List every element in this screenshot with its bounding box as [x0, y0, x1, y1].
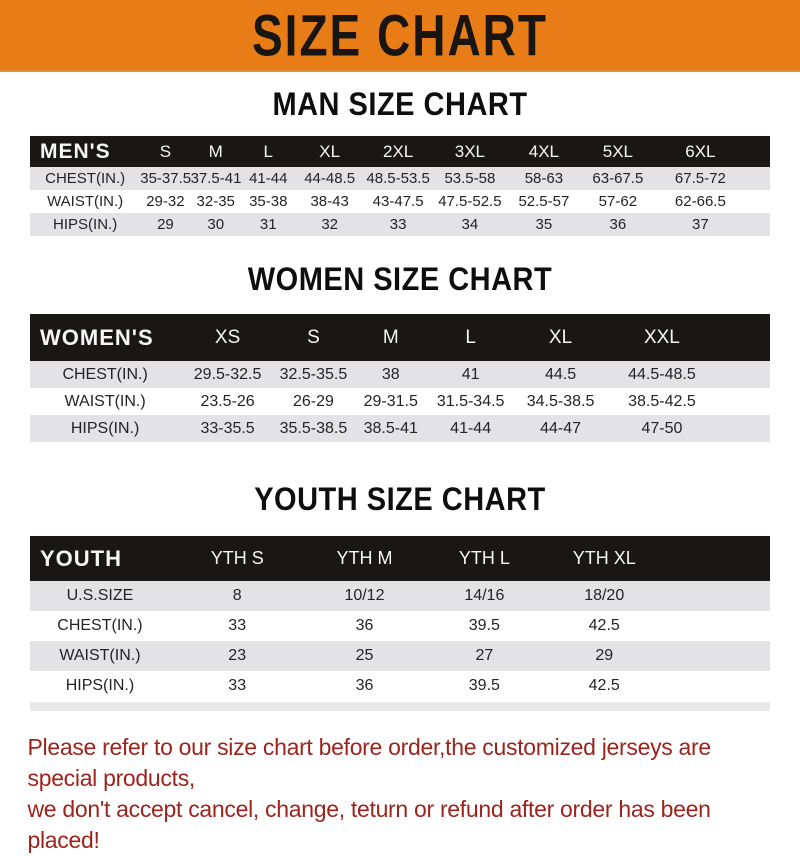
size-column-header: M — [208, 141, 223, 161]
measurement-value: 47-50 — [641, 419, 683, 437]
disclaimer-line-2: we don't accept cancel, change, teturn or refund after order has been placed! — [27, 796, 711, 853]
measurement-value: 33 — [228, 617, 247, 634]
measurement-value: 33 — [389, 216, 407, 233]
measurement-value: 32.5-35.5 — [279, 365, 348, 383]
measurement-value: 36 — [355, 617, 374, 634]
row-label: WAIST(IN.) — [47, 193, 124, 210]
row-label: HIPS(IN.) — [53, 216, 118, 233]
measurement-value: 29 — [595, 647, 614, 664]
size-column-header: YTH S — [210, 548, 264, 568]
measurement-value: 41-44 — [450, 419, 492, 437]
size-column-header: L — [465, 326, 476, 348]
measurement-value: 38.5-41 — [363, 419, 418, 437]
measurement-value: 53.5-58 — [444, 170, 496, 187]
measurement-value: 35 — [535, 216, 553, 233]
men-size-table — [30, 136, 770, 236]
measurement-value: 35-38 — [249, 193, 288, 210]
spacer-cell — [664, 611, 770, 641]
measurement-value: 25 — [355, 647, 374, 664]
man-size-chart-heading: MAN SIZE CHART — [272, 87, 528, 123]
row-label: WAIST(IN.) — [64, 392, 146, 410]
table-row — [30, 581, 770, 611]
measurement-value: 38-43 — [310, 193, 349, 210]
size-column-header: XL — [548, 326, 573, 348]
table-title-cell: YOUTH — [40, 545, 122, 571]
measurement-value: 36 — [609, 216, 627, 233]
measurement-value: 35-37.5 — [140, 170, 192, 187]
spacer-cell — [714, 314, 770, 361]
measurement-value: 58-63 — [524, 170, 564, 187]
size-column-header: L — [263, 141, 273, 161]
table-row — [30, 361, 770, 388]
measurement-value: 10/12 — [344, 587, 385, 604]
row-label: HIPS(IN.) — [65, 677, 135, 694]
spacer-cell — [664, 641, 770, 671]
measurement-value: 30 — [207, 216, 225, 233]
order-disclaimer — [28, 732, 773, 856]
youth-size-table — [30, 536, 770, 701]
spacer-cell — [714, 415, 770, 442]
table-header-row — [30, 536, 770, 581]
women-size-chart-heading: WOMEN SIZE CHART — [247, 262, 553, 298]
measurement-value: 41 — [461, 365, 480, 383]
spacer-cell — [746, 136, 771, 167]
measurement-value: 41-44 — [249, 170, 288, 187]
measurement-value: 29.5-32.5 — [193, 365, 262, 383]
measurement-value: 44-48.5 — [304, 170, 356, 187]
measurement-value: 23.5-26 — [200, 392, 255, 410]
women-size-table — [30, 314, 770, 442]
table-row — [30, 611, 770, 641]
measurement-value: 33-35.5 — [200, 419, 255, 437]
measurement-value: 39.5 — [468, 677, 500, 694]
spacer-cell — [746, 167, 771, 190]
measurement-value: 37.5-41 — [190, 170, 242, 187]
table-row — [30, 415, 770, 442]
measurement-value: 47.5-52.5 — [438, 193, 502, 210]
measurement-value: 35.5-38.5 — [279, 419, 348, 437]
table-title-cell: WOMEN'S — [40, 324, 154, 350]
measurement-value: 29-31.5 — [363, 392, 418, 410]
table-header-row — [30, 136, 770, 167]
row-label: WAIST(IN.) — [59, 647, 141, 664]
spacer-cell — [714, 388, 770, 415]
size-column-header: S — [159, 141, 172, 161]
table-row — [30, 641, 770, 671]
measurement-value: 62-66.5 — [674, 193, 726, 210]
measurement-value: 42.5 — [588, 677, 620, 694]
table-row — [30, 167, 770, 190]
row-label: CHEST(IN.) — [45, 170, 126, 187]
size-column-header: XL — [319, 141, 341, 161]
measurement-value: 27 — [475, 647, 494, 664]
measurement-value: 8 — [232, 587, 242, 604]
table-bottom-divider — [30, 702, 770, 711]
row-label: CHEST(IN.) — [57, 617, 143, 634]
size-column-header: 3XL — [454, 141, 485, 161]
measurement-value: 33 — [228, 677, 247, 694]
measurement-value: 44-47 — [540, 419, 581, 437]
size-column-header: 4XL — [528, 141, 559, 161]
size-column-header: S — [307, 326, 320, 348]
measurement-value: 36 — [355, 677, 374, 694]
measurement-value: 43-47.5 — [372, 193, 424, 210]
measurement-value: 52.5-57 — [518, 193, 570, 210]
spacer-cell — [664, 581, 770, 611]
table-title-cell: MEN'S — [40, 139, 111, 163]
size-column-header: YTH XL — [572, 548, 636, 568]
spacer-cell — [746, 190, 771, 213]
table-row — [30, 213, 770, 236]
measurement-value: 39.5 — [468, 617, 500, 634]
measurement-value: 29-32 — [146, 193, 185, 210]
measurement-value: 38 — [381, 365, 400, 383]
measurement-value: 31 — [259, 216, 277, 233]
measurement-value: 32-35 — [196, 193, 235, 210]
size-column-header: 2XL — [382, 141, 414, 161]
row-label: HIPS(IN.) — [70, 419, 140, 437]
youth-size-chart-heading: YOUTH SIZE CHART — [254, 482, 546, 518]
table-header-row — [30, 314, 770, 361]
measurement-value: 29 — [157, 216, 174, 233]
measurement-value: 38.5-42.5 — [628, 392, 696, 410]
measurement-value: 57-62 — [598, 193, 638, 210]
measurement-value: 42.5 — [588, 617, 620, 634]
measurement-value: 48.5-53.5 — [366, 170, 430, 187]
table-row — [30, 671, 770, 701]
measurement-value: 31.5-34.5 — [436, 392, 505, 410]
spacer-cell — [746, 213, 771, 236]
measurement-value: 26-29 — [292, 392, 334, 410]
size-column-header: 6XL — [685, 141, 716, 161]
banner-title: SIZE CHART — [252, 1, 548, 69]
spacer-cell — [664, 536, 770, 581]
size-column-header: 5XL — [602, 141, 633, 161]
row-label: CHEST(IN.) — [62, 365, 148, 383]
table-row — [30, 190, 770, 213]
measurement-value: 14/16 — [464, 587, 505, 604]
measurement-value: 34.5-38.5 — [526, 392, 595, 410]
size-column-header: YTH L — [458, 548, 510, 568]
measurement-value: 67.5-72 — [674, 170, 726, 187]
size-column-header: XXL — [643, 326, 680, 348]
measurement-value: 18/20 — [584, 587, 625, 604]
disclaimer-line-1: Please refer to our size chart before order,the customized jerseys are special products, — [27, 734, 711, 791]
size-column-header: XS — [214, 326, 241, 348]
measurement-value: 32 — [321, 216, 338, 233]
table-row — [30, 388, 770, 415]
measurement-value: 37 — [692, 216, 709, 233]
spacer-cell — [714, 361, 770, 388]
size-chart-banner — [0, 0, 800, 72]
measurement-value: 23 — [228, 647, 247, 664]
measurement-value: 63-67.5 — [592, 170, 644, 187]
row-label: U.S.SIZE — [66, 587, 134, 604]
measurement-value: 44.5 — [544, 365, 577, 383]
measurement-value: 44.5-48.5 — [628, 365, 696, 383]
size-column-header: YTH M — [336, 548, 393, 568]
size-column-header: M — [382, 326, 399, 348]
spacer-cell — [664, 671, 770, 701]
measurement-value: 34 — [461, 216, 479, 233]
